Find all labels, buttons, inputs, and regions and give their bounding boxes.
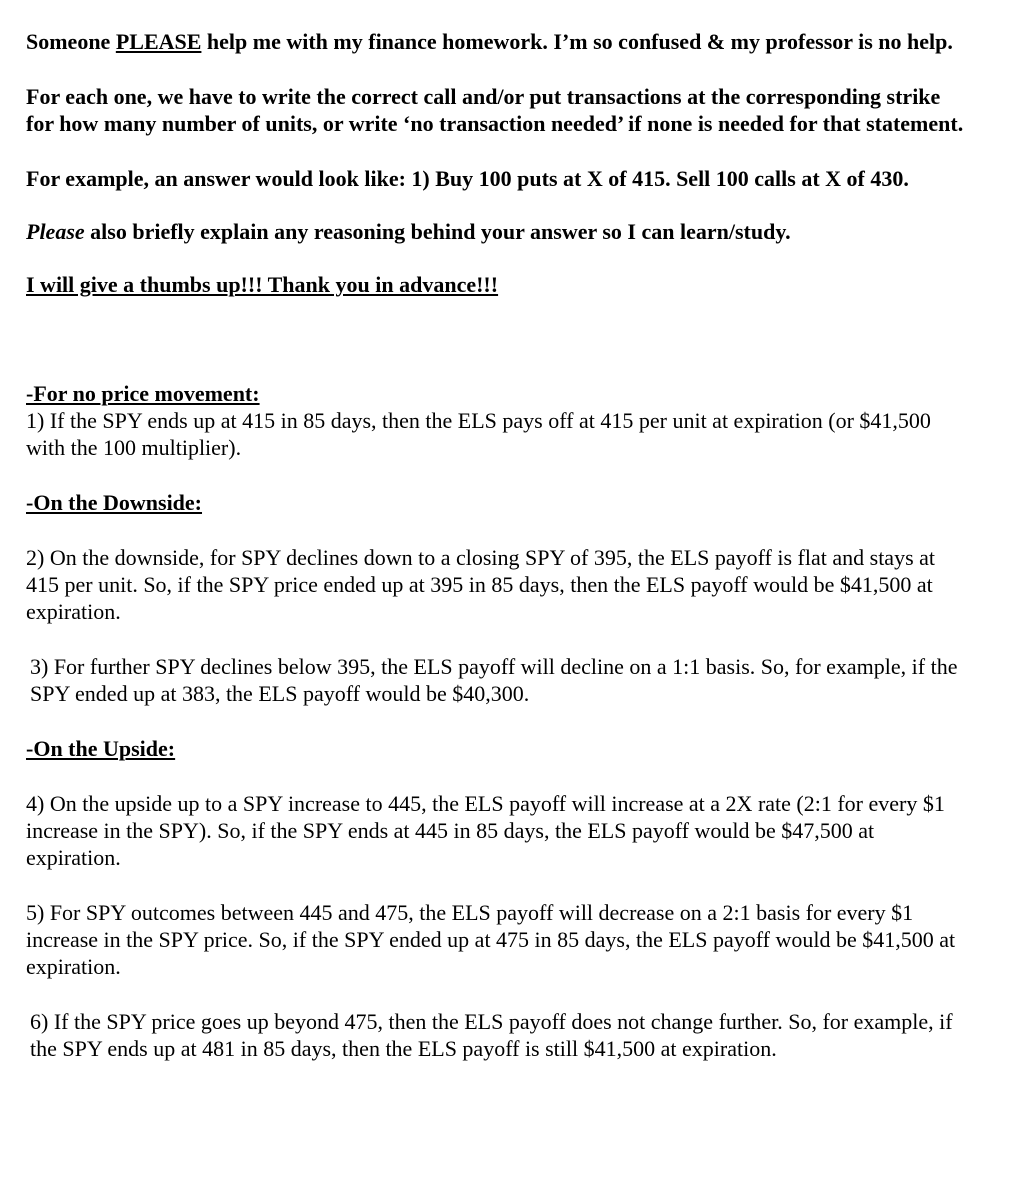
intro-thanks: I will give a thumbs up!!! Thank you in advance!!! xyxy=(26,272,499,297)
intro-request xyxy=(26,28,966,55)
item-4: 4) On the upside up to a SPY increase to 445, the ELS payoff will increase at a 2X rate (2:1 for every $1 increase in the SPY). So, if the SPY ends at 445 in 85 days, the ELS payoff would be $47,500 at expiration. xyxy=(26,791,945,870)
intro-instructions: For each one, we have to write the correct call and/or put transactions at the corresponding strike for how many number of units, or write ‘no transaction needed’ if none is needed for that statement. xyxy=(26,84,964,136)
item-1: 1) If the SPY ends up at 415 in 85 days, then the ELS pays off at 415 per unit at expiration (or $41,500 with the 100 multiplier). xyxy=(26,408,931,460)
intro-request-post: help me with my finance homework. I’m so confused & my professor is no help. xyxy=(201,29,953,54)
intro-explain-post: also briefly explain any reasoning behind your answer so I can learn/study. xyxy=(84,219,791,244)
no-movement-heading: -For no price movement: xyxy=(26,381,260,406)
intro-request-emphasis: PLEASE xyxy=(115,29,202,54)
item-3: 3) For further SPY declines below 395, the ELS payoff will decline on a 1:1 basis. So, for example, if the SPY ended up at 383, the ELS payoff would be $40,300. xyxy=(30,654,958,706)
downside-heading: -On the Downside: xyxy=(26,490,203,515)
intro-explain-emphasis: Please xyxy=(26,219,85,244)
document-body xyxy=(26,28,966,1062)
item-5: 5) For SPY outcomes between 445 and 475, the ELS payoff will decrease on a 2:1 basis for every $1 increase in the SPY price. So, if the SPY ended up at 475 in 85 days, the ELS payoff would be $41,500 at expiration. xyxy=(26,900,956,979)
intro-explain-request xyxy=(26,218,966,245)
intro-request-pre: Someone xyxy=(26,29,116,54)
item-2: 2) On the downside, for SPY declines down to a closing SPY of 395, the ELS payoff is flat and stays at 415 per unit. So, if the SPY price ended up at 395 in 85 days, then the ELS payoff would be $41,500 at expiration. xyxy=(26,545,936,624)
item-6: 6) If the SPY price goes up beyond 475, then the ELS payoff does not change further. So, for example, if the SPY ends up at 481 in 85 days, then the ELS payoff is still $41,500 at expiration. xyxy=(30,1009,953,1061)
intro-example: For example, an answer would look like: 1) Buy 100 puts at X of 415. Sell 100 calls at X of 430. xyxy=(26,166,909,191)
upside-heading: -On the Upside: xyxy=(26,736,176,761)
